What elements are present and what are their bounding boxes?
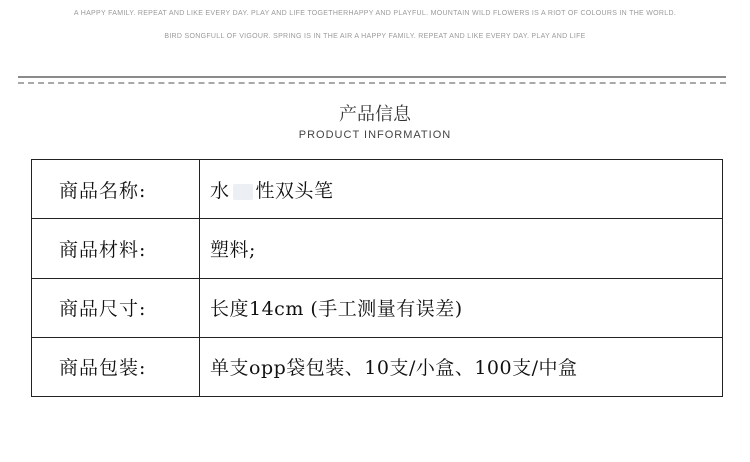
obscured-text [233,184,253,200]
product-name-value-end: 性双头笔 [255,179,334,202]
table-row-material [32,219,723,278]
header-slogan-line-2: BIRD SONGFULL OF VIGOUR. SPRING IS IN THE AIR A HAPPY FAMILY. REPEAT AND LIKE EVERY DAY. PLAY AND LIFE [164,33,586,40]
table-row-name [32,160,723,219]
product-packaging-label: 商品包装: [32,337,200,396]
product-material-label: 商品材料: [32,219,200,278]
section-title: 产品信息 [339,104,411,125]
product-name-value [200,160,723,219]
product-size-label: 商品尺寸: [32,278,200,337]
product-name-label: 商品名称: [32,160,200,219]
section-subtitle: PRODUCT INFORMATION [298,129,452,141]
header-slogan-line-1: A HAPPY FAMILY. REPEAT AND LIKE EVERY DAY. PLAY AND LIFE TOGETHERHAPPY AND PLAYFUL. MOUNTAIN WILD FLOWERS IS A RIOT OF COLOURS IN THE WORLD. [73,10,677,17]
product-material-value: 塑料; [200,219,723,278]
product-packaging-value: 单支opp袋包装、10支/小盒、100支/中盒 [200,337,723,396]
product-name-value-start: 水 [210,179,230,202]
product-info-table [31,159,723,397]
header-divider-dashed [18,82,726,84]
table-row-size [32,278,723,337]
table-row-packaging [32,337,723,396]
header-divider-solid [18,76,726,78]
product-size-value: 长度14cm (手工测量有误差) [200,278,723,337]
